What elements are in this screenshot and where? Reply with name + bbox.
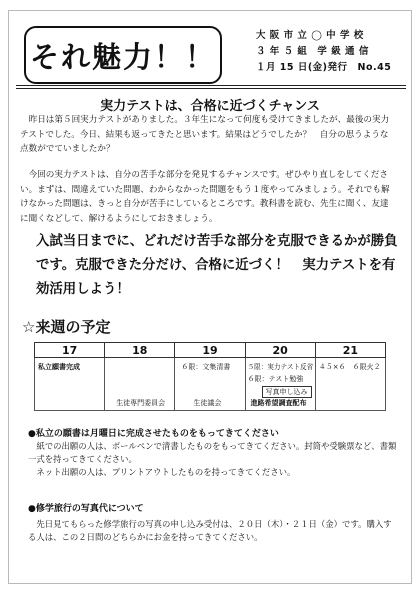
paragraph-2: 今回の実力テストは、自分の苦手な部分を発見するチャンスです。ぜひやり直しをしてください。まずは、間違えていた問題、わからなかった問題をもう１度やってみましょう。それでも解けなかった問題は、きっと自分が苦手にしているところです。教科書を読む、先生に聞く、友達に聞くなどして、解けるようにしておきましょう。	[20, 170, 390, 225]
header-info	[256, 28, 406, 76]
day-header: 20	[245, 343, 315, 358]
photo-order-box: 写真申し込み	[262, 386, 312, 398]
paragraph-1: 昨日は第５回実力テストがありました。３年生になって何度も受けてきましたが、最後の実力テストでした。今日、結果も返ってきたと思います。結果はどうでしたか？ 自分の思うような点数がでていましたか？	[20, 115, 390, 155]
day-cell-17	[35, 358, 105, 411]
note-title-application: ●私立の願書は月曜日に完成させたものをもってきてください	[28, 429, 279, 439]
header-rule-bottom	[16, 88, 406, 89]
schedule-title: ☆来週の予定	[22, 318, 111, 336]
schedule-table	[34, 342, 386, 411]
header-rule-top	[16, 85, 406, 86]
schedule-body-row	[35, 358, 386, 411]
day-cell-21	[315, 358, 385, 411]
day-header: 19	[175, 343, 245, 358]
note-body-application: 紙での出願の人は、ボールペンで清書したものをもってきてください。封筒や受験票など、書類一式を持ってきてください。 ネット出願の人は、プリントアウトしたものを持ってきてください。	[28, 441, 397, 477]
cell-text: 生徒専門委員会	[116, 399, 166, 407]
cell-text: ４５×６ ６限火２	[318, 363, 381, 371]
cell-text: 私立願書完成	[38, 363, 80, 371]
cell-text: ６限：テスト勉強	[247, 375, 304, 383]
day-cell-18	[105, 358, 175, 411]
day-cell-19	[175, 358, 245, 411]
note-title-photos: ●修学旅行の写真代について	[28, 504, 144, 514]
day-header: 17	[35, 343, 105, 358]
cell-text: 生徒議会	[193, 399, 222, 407]
newsletter-title-box	[24, 26, 222, 84]
key-message: 入試当日までに、どれだけ苦手な部分を克服できるかが勝負です。克服できた分だけ、合格に近づく！ 実力テストを有効活用しよう！	[36, 234, 398, 297]
day-header: 18	[105, 343, 175, 358]
day-header: 21	[315, 343, 385, 358]
cell-text: ５限：実力テスト反省	[247, 363, 314, 371]
schedule-header-row	[35, 343, 386, 358]
day-cell-20	[245, 358, 315, 411]
cell-text: ６限：文集清書	[181, 363, 231, 371]
article-headline: 実力テストは、合格に近づくチャンス	[100, 99, 320, 114]
note-body-photos: 先日見てもらった修学旅行の写真の申し込み受付は、２０日（木）・２１日（金）です。購入する人は、この２日間のどちらかにお金を持ってきてください。	[28, 519, 392, 542]
cell-text: 進路希望調査配布	[250, 399, 307, 407]
issue-info: １月 15 日(金)発行 No.45	[256, 62, 392, 73]
class-info: ３ 年 ５ 組 学 級 通 信	[256, 46, 369, 57]
school-name: 大 阪 市 立 ◯ 中 学 校	[256, 30, 364, 41]
newsletter-title: それ魅力！！	[29, 39, 216, 74]
